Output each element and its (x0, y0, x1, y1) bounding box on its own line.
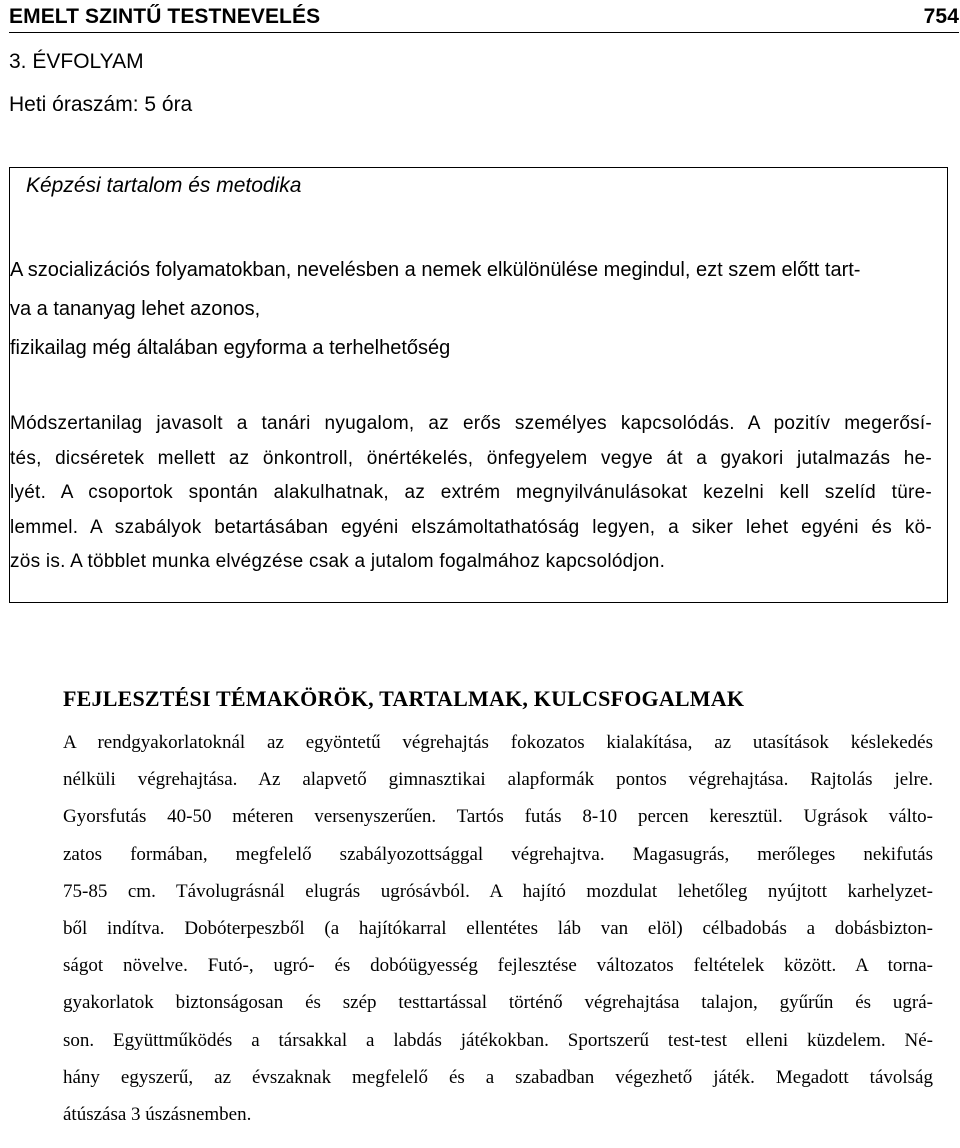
body-line: ből indítva. Dobóterpeszből (a hajítókarral ellentétes láb van elöl) célbadobás a dobásbizton- (63, 918, 933, 940)
body-line: A rendgyakorlatoknál az egyöntetű végrehajtás fokozatos kialakítása, az utasítások késlekedés (63, 732, 933, 753)
body-line: 75-85 cm. Távolugrásnál elugrás ugrósávból. A hajító mozdulat lehetőleg nyújtott karhelyzet- (63, 880, 933, 902)
methodology-box (9, 167, 948, 603)
weekly-hours: Heti óraszám: 5 óra (9, 93, 193, 116)
methodology-title: Képzési tartalom és metodika (26, 174, 302, 197)
paragraph-line: fizikailag még általában egyforma a terhelhetőség (10, 337, 451, 359)
page-number: 754 (923, 5, 959, 28)
paragraph-line: va a tananyag lehet azonos, (10, 298, 261, 320)
body-line: zatos formában, megfelelő szabályozottsággal végrehajtva. Magasugrás, merőleges nekifutás (63, 843, 933, 865)
body-line: Gyorsfutás 40-50 méteren versenyszerűen. Tartós futás 8-10 percen keresztül. Ugrások válto- (63, 806, 933, 828)
paragraph-line: zös is. A többlet munka elvégzése csak a jutalom fogalmához kapcsolódjon. (10, 551, 666, 572)
methodology-paragraph (10, 407, 932, 580)
page-header (9, 2, 959, 33)
body-line: átúszása 3 úszásnemben. (63, 1104, 252, 1126)
development-topics-heading: FEJLESZTÉSI TÉMAKÖRÖK, TARTALMAK, KULCSFOGALMAK (63, 686, 745, 711)
body-line: ságot növelve. Futó-, ugró- és dobóügyesség fejlesztése változatos feltételek között. A torna- (63, 955, 933, 977)
paragraph-line: lyét. A csoportok spontán alakulhatnak, az extrém megnyilvánulásokat kezelni kell szelíd türe- (10, 482, 932, 503)
paragraph-line: Módszertanilag javasolt a tanári nyugalom, az erős személyes kapcsolódás. A pozitív megerősí- (10, 413, 932, 434)
body-line: son. Együttműködés a társakkal a labdás játékokban. Sportszerű test-test elleni küzdelem. Né- (63, 1029, 933, 1051)
paragraph-line: lemmel. A szabályok betartásában egyéni elszámoltathatóság legyen, a siker lehet egyéni és kö- (10, 516, 932, 538)
paragraph-line: A szocializációs folyamatokban, nevelésben a nemek elkülönülése megindul, ezt szem előtt tart- (10, 259, 861, 281)
development-topics-body (63, 724, 933, 1133)
socialization-paragraph (10, 251, 946, 368)
paragraph-line: tés, dicséretek mellett az önkontroll, önértékelés, önfegyelem vegye át a gyakori jutalmazás he- (10, 447, 932, 469)
grade-title: 3. ÉVFOLYAM (9, 50, 144, 73)
document-title: EMELT SZINTŰ TESTNEVELÉS (9, 5, 321, 28)
body-line: gyakorlatok biztonságosan és szép testtartással történő végrehajtása talajon, gyűrűn és ugrá- (63, 992, 933, 1014)
body-line: hány egyszerű, az évszaknak megfelelő és a szabadban végezhető játék. Megadott távolság (63, 1066, 933, 1088)
body-line: nélküli végrehajtása. Az alapvető gimnasztikai alapformák pontos végrehajtása. Rajtolás jelre. (63, 769, 933, 791)
